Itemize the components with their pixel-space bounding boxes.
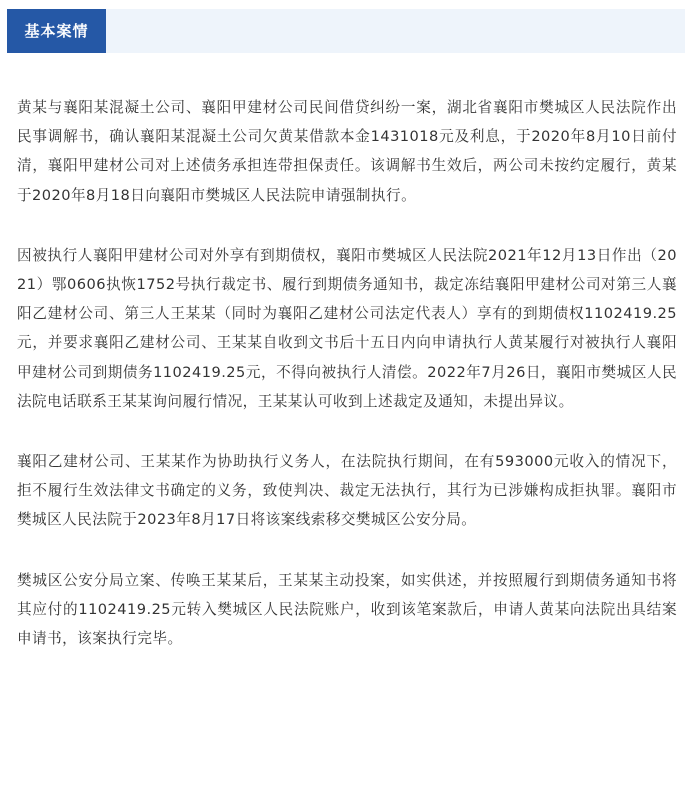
paragraph-4: 樊城区公安分局立案、传唤王某某后，王某某主动投案，如实供述，并按照履行到期债务通知书将其应付的1102419.25元转入樊城区人民法院账户，收到该笔案款后，申请人黄某向法院出具结案申请书，该案执行完毕。 [17,571,677,648]
paragraph-3: 襄阳乙建材公司、王某某作为协助执行义务人，在法院执行期间，在有593000元收入的情况下，拒不履行生效法律文书确定的义务，致使判决、裁定无法执行，其行为已涉嫌构成拒执罪。襄阳市樊城区人民法院于2023年8月17日将该案线索移交樊城区公安分局。 [17,453,677,529]
case-body [17,93,677,684]
paragraph-2: 因被执行人襄阳甲建材公司对外享有到期债权，襄阳市樊城区人民法院2021年12月13日作出（2021）鄂0606执恢1752号执行裁定书、履行到期债务通知书，裁定冻结襄阳甲建材公司对第三人襄阳乙建材公司、第三人王某某（同时为襄阳乙建材公司法定代表人）享有的到期债权1102419.25元，并要求襄阳乙建材公司、王某某自收到文书后十五日内向申请执行人黄某履行对被执行人襄阳甲建材公司到期债务1102419.25元，不得向被执行人清偿。2022年7月26日，襄阳市樊城区人民法院电话联系王某某询问履行情况，王某某认可收到上述裁定及通知，未提出异议。 [17,246,677,410]
paragraph-1: 黄某与襄阳某混凝土公司、襄阳甲建材公司民间借贷纠纷一案，湖北省襄阳市樊城区人民法院作出民事调解书，确认襄阳某混凝土公司欠黄某借款本金1431018元及利息，于2020年8月10日前付清，襄阳甲建材公司对上述债务承担连带担保责任。该调解书生效后，两公司未按约定履行，黄某于2020年8月18日向襄阳市樊城区人民法院申请强制执行。 [17,99,677,204]
section-header-bar [7,9,685,53]
section-title: 基本案情 [7,9,106,53]
